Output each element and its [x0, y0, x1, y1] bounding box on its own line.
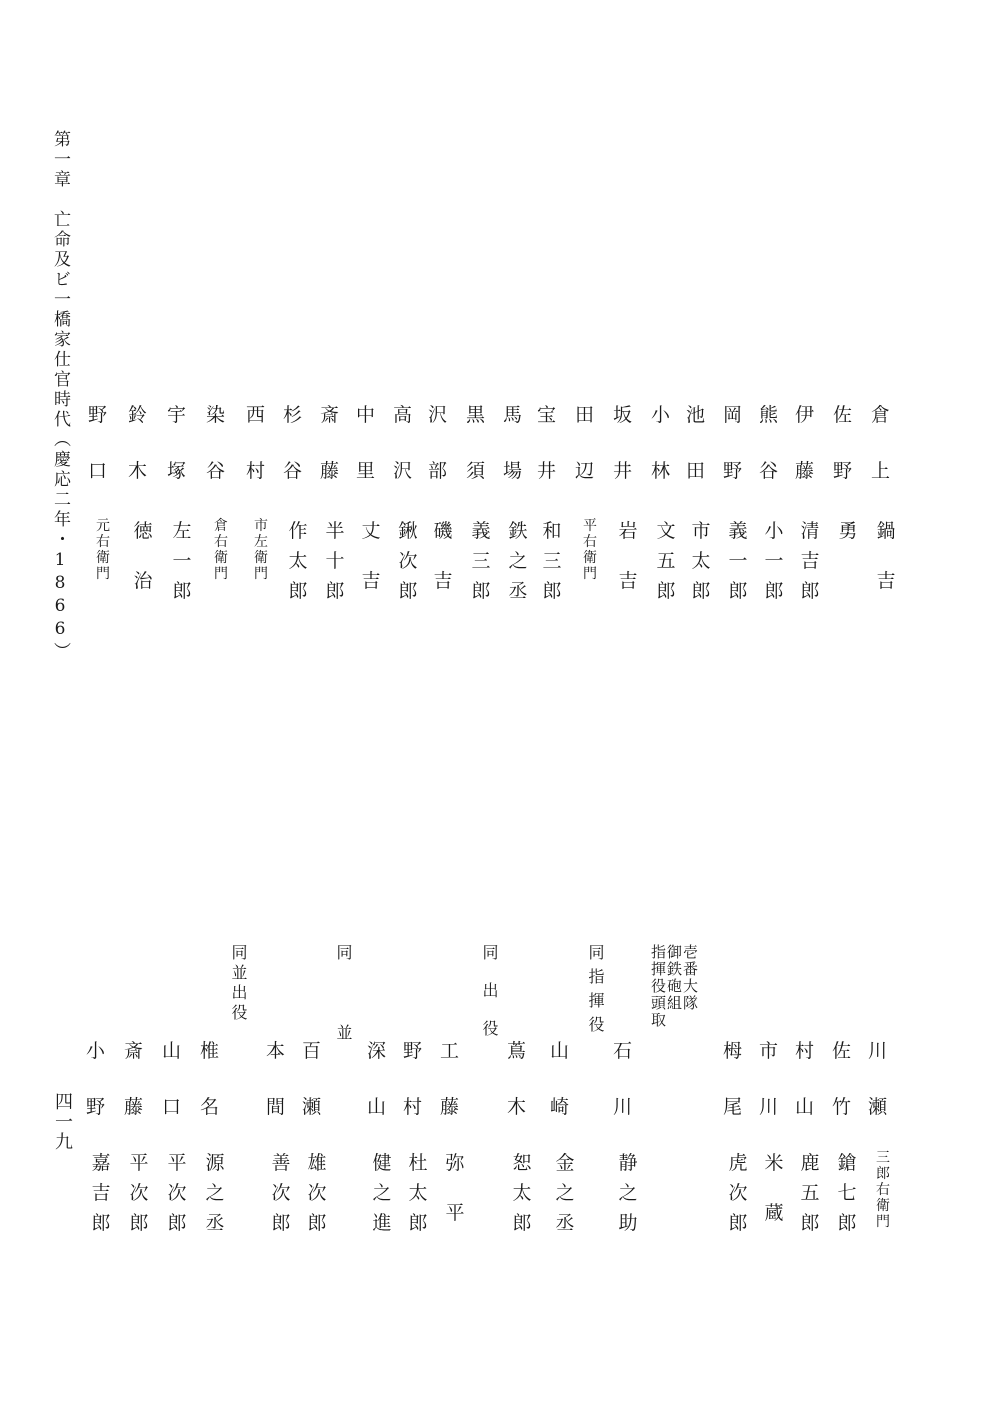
surname: 山 口 [162, 1040, 182, 1118]
given-name: 義 一 郎 [728, 520, 748, 602]
role-deyaku-label: 同出役 [480, 944, 499, 1058]
given-name: 和 三 郎 [542, 520, 562, 602]
unit-heading-line: 壱番大隊 [681, 944, 699, 1012]
surname: 栂 尾 [723, 1040, 743, 1118]
surname: 岡 野 [723, 404, 743, 482]
surname: 山 崎 [550, 1040, 570, 1118]
surname: 斎 藤 [124, 1040, 144, 1118]
given-name: 静 之 助 [618, 1152, 638, 1234]
surname: 本 間 [266, 1040, 286, 1118]
surname: 高 沢 [393, 404, 413, 482]
given-name: 鹿 五 郎 [800, 1152, 820, 1234]
given-name: 鉄 之 丞 [508, 520, 528, 602]
given-name: 作 太 郎 [288, 520, 308, 602]
running-head: 第一章 亡命及ビ一橋家仕官時代（慶応二年・1866） [50, 130, 70, 662]
given-name: 岩 吉 [618, 520, 638, 592]
role-narabi-deyaku-label: 同並出役 [229, 944, 248, 1024]
surname: 野 口 [88, 404, 108, 482]
surname: 斎 藤 [320, 404, 340, 482]
surname: 村 山 [795, 1040, 815, 1118]
surname: 倉 上 [871, 404, 891, 482]
surname: 佐 竹 [832, 1040, 852, 1118]
given-name: 嘉 吉 郎 [91, 1152, 111, 1234]
given-name: 義 三 郎 [471, 520, 491, 602]
given-name: 虎 次 郎 [728, 1152, 748, 1234]
given-name: 磯 吉 [433, 520, 453, 592]
surname: 西 村 [246, 404, 266, 482]
unit-heading-line: 御鉄砲組 [665, 944, 683, 1012]
given-name: 米 蔵 [764, 1152, 784, 1224]
surname: 野 村 [403, 1040, 423, 1118]
given-name: 三 郎 右 衛 門 [876, 1150, 890, 1230]
given-name: 元 右 衛 門 [96, 518, 110, 582]
given-name: 鍬 次 郎 [398, 520, 418, 602]
given-name: 源 之 丞 [205, 1152, 225, 1234]
surname: 染 谷 [206, 404, 226, 482]
unit-heading-line: 指揮役頭取 [649, 944, 667, 1029]
given-name: 善 次 郎 [271, 1152, 291, 1234]
surname: 鈴 木 [128, 404, 148, 482]
given-name: 鎗 七 郎 [837, 1152, 857, 1234]
surname: 佐 野 [833, 404, 853, 482]
given-name: 小 一 郎 [764, 520, 784, 602]
surname: 椎 名 [200, 1040, 220, 1118]
given-name: 恕 太 郎 [512, 1152, 532, 1234]
given-name: 平 右 衛 門 [583, 518, 597, 582]
surname: 黒 須 [466, 404, 486, 482]
given-name: 丈 吉 [361, 520, 381, 592]
surname: 宝 井 [537, 404, 557, 482]
role-shikiyaku-label: 同指揮役 [586, 944, 605, 1040]
surname: 小 林 [651, 404, 671, 482]
given-name: 金 之 丞 [555, 1152, 575, 1234]
given-name: 市 左 衛 門 [254, 518, 268, 582]
role-narabi-label: 同 並 [334, 944, 353, 1064]
surname: 蔦 木 [507, 1040, 527, 1118]
page-number: 四一九 [52, 1092, 73, 1152]
surname: 杉 谷 [283, 404, 303, 482]
given-name: 杜 太 郎 [408, 1152, 428, 1234]
surname: 坂 井 [613, 404, 633, 482]
surname: 小 野 [86, 1040, 106, 1118]
given-name: 市 太 郎 [691, 520, 711, 602]
given-name: 平 次 郎 [167, 1152, 187, 1234]
given-name: 健 之 進 [372, 1152, 392, 1234]
surname: 田 辺 [575, 404, 595, 482]
surname: 石 川 [613, 1040, 633, 1118]
surname: 熊 谷 [759, 404, 779, 482]
given-name: 左 一 郎 [172, 520, 192, 602]
surname: 沢 部 [428, 404, 448, 482]
surname: 中 里 [356, 404, 376, 482]
surname: 市 川 [759, 1040, 779, 1118]
surname: 工 藤 [440, 1040, 460, 1118]
given-name: 勇 [838, 520, 858, 542]
surname: 伊 藤 [795, 404, 815, 482]
given-name: 文 五 郎 [656, 520, 676, 602]
surname: 池 田 [686, 404, 706, 482]
given-name: 半 十 郎 [325, 520, 345, 602]
given-name: 平 次 郎 [129, 1152, 149, 1234]
given-name: 鍋 吉 [876, 520, 896, 592]
given-name: 雄 次 郎 [307, 1152, 327, 1234]
surname: 深 山 [367, 1040, 387, 1118]
given-name: 倉 右 衛 門 [214, 518, 228, 582]
given-name: 徳 治 [133, 520, 153, 592]
given-name: 清 吉 郎 [800, 520, 820, 602]
unit-heading [650, 944, 698, 1029]
surname: 百 瀬 [302, 1040, 322, 1118]
surname: 宇 塚 [167, 404, 187, 482]
surname: 馬 場 [503, 404, 523, 482]
surname: 川 瀬 [868, 1040, 888, 1118]
given-name: 弥 平 [445, 1152, 465, 1224]
